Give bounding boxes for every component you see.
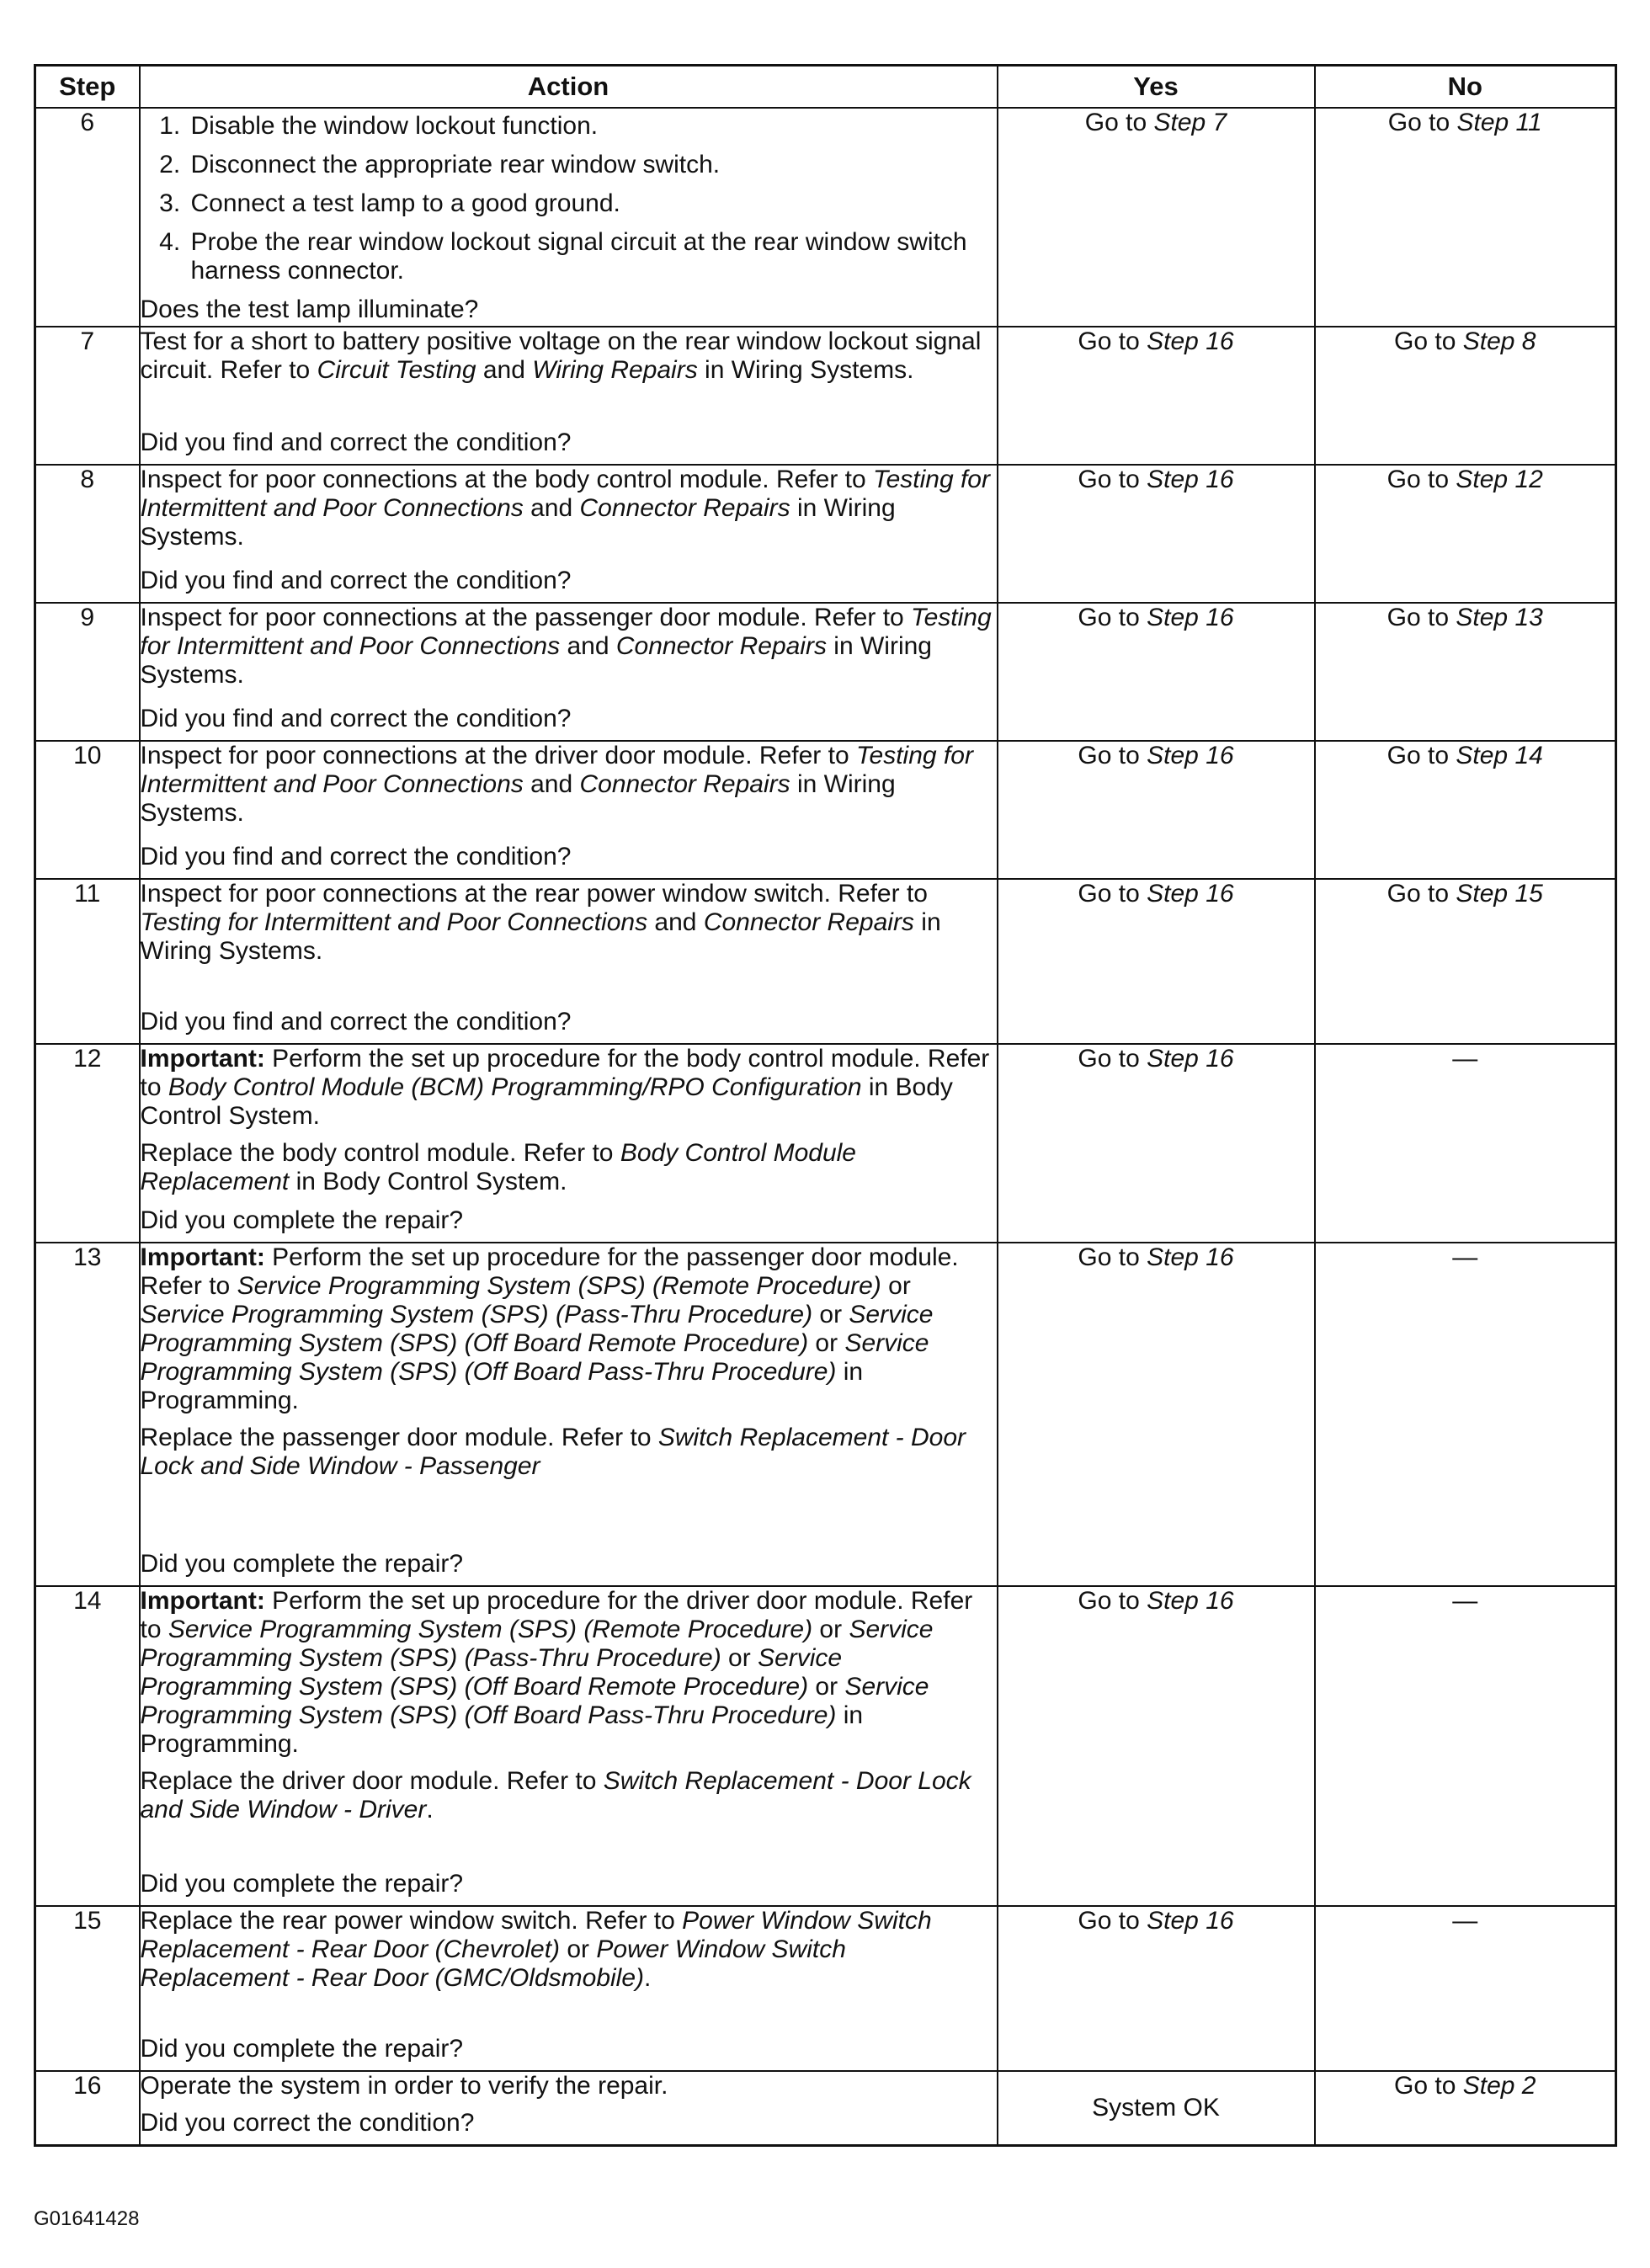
action-question: Did you complete the repair? <box>140 2035 464 2063</box>
no-cell <box>1315 1906 1616 2071</box>
action-text: and <box>476 356 533 384</box>
goto-prefix: Go to <box>1078 742 1140 769</box>
action-text: or <box>560 1935 597 1963</box>
action-paragraph <box>141 1907 997 1993</box>
step-number: 8 <box>35 465 140 603</box>
table-row <box>35 2071 1616 2145</box>
action-paragraph <box>141 1424 997 1481</box>
no-cell <box>1315 108 1616 327</box>
yes-cell <box>998 327 1315 465</box>
action-text: Perform the set up procedure for the driver door module. Refer to <box>140 1587 973 1643</box>
action-text: and <box>647 908 704 936</box>
reference-link[interactable]: Switch Replacement - Door Lock and Side Window - Passenger <box>140 1424 966 1480</box>
goto-step-link[interactable]: Step 16 <box>1147 742 1234 769</box>
action-paragraph <box>141 1767 997 1824</box>
header-row <box>35 66 1616 109</box>
action-text: in Wiring Systems. <box>140 494 896 551</box>
action-question: Did you find and correct the condition? <box>140 1008 572 1036</box>
action-text: or <box>721 1644 758 1672</box>
goto-prefix: Go to <box>1078 1045 1140 1073</box>
action-text: or <box>812 1301 849 1328</box>
action-text: or <box>808 1329 845 1357</box>
action-text: or <box>808 1673 845 1701</box>
action-text: and <box>523 494 580 522</box>
header-action: Action <box>140 66 998 109</box>
goto-step-link[interactable]: Step 16 <box>1147 466 1234 493</box>
yes-cell <box>998 465 1315 603</box>
action-question: Did you complete the repair? <box>140 1870 464 1898</box>
goto-prefix: Go to <box>1387 466 1450 493</box>
table-row <box>35 1243 1616 1586</box>
action-question: Did you correct the condition? <box>140 2109 475 2137</box>
step-number: 6 <box>35 108 140 327</box>
reference-link[interactable]: Body Control Module Replacement <box>140 1139 856 1195</box>
action-cell <box>140 603 998 741</box>
reference-link[interactable]: Service Programming System (SPS) (Off Board Pass-Thru Procedure) <box>140 1673 929 1729</box>
no-cell <box>1315 1243 1616 1586</box>
action-text: Operate the system in order to verify the repair. <box>140 2072 668 2100</box>
action-question: Did you find and correct the condition? <box>140 429 572 456</box>
yes-cell <box>998 741 1315 879</box>
reference-link[interactable]: Connector Repairs <box>703 908 914 936</box>
goto-step-link[interactable]: Step 11 <box>1456 109 1542 136</box>
action-text: Perform the set up procedure for the passenger door module. Refer to <box>140 1243 959 1300</box>
action-paragraph <box>141 1045 997 1131</box>
action-question: Does the test lamp illuminate? <box>140 295 479 323</box>
yes-cell <box>998 1243 1315 1586</box>
goto-step-link[interactable]: Step 16 <box>1147 1045 1234 1073</box>
action-cell <box>140 1243 998 1586</box>
action-paragraph <box>141 1243 997 1415</box>
step-number: 12 <box>35 1044 140 1243</box>
diagnostic-table <box>34 64 1617 2147</box>
reference-link[interactable]: Connector Repairs <box>579 494 790 522</box>
goto-step-link[interactable]: Step 16 <box>1147 880 1234 908</box>
action-paragraph <box>141 604 997 689</box>
reference-link[interactable]: Testing for Intermittent and Poor Connections <box>140 742 973 798</box>
table-row <box>35 1586 1616 1906</box>
no-cell <box>1315 465 1616 603</box>
action-cell <box>140 741 998 879</box>
action-text: in Wiring Systems. <box>140 770 896 827</box>
action-question: Did you find and correct the condition? <box>140 705 572 732</box>
no-cell <box>1315 879 1616 1044</box>
action-text: in Wiring Systems. <box>140 908 941 965</box>
action-text: Inspect for poor connections at the passenger door module. Refer to <box>140 604 912 631</box>
no-cell <box>1315 603 1616 741</box>
table-row <box>35 1906 1616 2071</box>
reference-link[interactable]: Testing for Intermittent and Poor Connections <box>140 908 648 936</box>
step-number: 15 <box>35 1906 140 2071</box>
action-paragraph <box>141 1139 997 1196</box>
step-number: 14 <box>35 1586 140 1906</box>
goto-prefix: Go to <box>1387 109 1450 136</box>
table-row <box>35 465 1616 603</box>
goto-prefix: Go to <box>1078 466 1140 493</box>
action-text: Inspect for poor connections at the driver door module. Refer to <box>140 742 856 769</box>
goto-step-link[interactable]: Step 7 <box>1153 109 1227 136</box>
figure-code: G01641428 <box>34 2207 140 2230</box>
action-text: in Wiring Systems. <box>140 632 932 689</box>
action-cell <box>140 1906 998 2071</box>
goto-prefix: Go to <box>1078 1587 1140 1615</box>
reference-link[interactable]: Service Programming System (SPS) (Pass-Thru Procedure) <box>140 1616 934 1672</box>
reference-link[interactable]: Service Programming System (SPS) (Remote Procedure) <box>168 1616 813 1643</box>
reference-link[interactable]: Service Programming System (SPS) (Off Board Pass-Thru Procedure) <box>140 1329 929 1386</box>
goto-prefix: Go to <box>1078 327 1140 355</box>
yes-cell <box>998 108 1315 327</box>
procedure-list-item: 1. Disable the window lockout function. <box>188 112 997 141</box>
step-number: 13 <box>35 1243 140 1586</box>
result-text: System OK <box>1092 2093 1220 2122</box>
step-number: 10 <box>35 741 140 879</box>
reference-link[interactable]: Wiring Repairs <box>532 356 698 384</box>
goto-step-link[interactable]: Step 15 <box>1456 880 1543 908</box>
action-text: Replace the rear power window switch. Refer to <box>140 1907 683 1935</box>
goto-step-link[interactable]: Step 16 <box>1147 1907 1234 1935</box>
reference-link[interactable]: Connector Repairs <box>615 632 827 660</box>
goto-prefix: Go to <box>1387 880 1450 908</box>
action-text: Replace the body control module. Refer to <box>140 1139 620 1167</box>
action-cell <box>140 465 998 603</box>
step-number: 16 <box>35 2071 140 2145</box>
procedure-list-item: 2. Disconnect the appropriate rear window switch. <box>188 151 997 179</box>
goto-prefix: Go to <box>1387 604 1450 631</box>
goto-step-link[interactable]: Step 16 <box>1147 1243 1234 1271</box>
goto-step-link[interactable]: Step 8 <box>1462 327 1536 355</box>
action-cell <box>140 1586 998 1906</box>
reference-link[interactable]: Service Programming System (SPS) (Off Board Remote Procedure) <box>140 1644 843 1701</box>
action-text: . <box>644 1964 652 1992</box>
goto-step-link[interactable]: Step 12 <box>1456 466 1543 493</box>
action-paragraph <box>141 466 997 551</box>
action-question: Did you complete the repair? <box>140 1550 464 1578</box>
no-cell <box>1315 327 1616 465</box>
table-row <box>35 603 1616 741</box>
action-text: Inspect for poor connections at the rear power window switch. Refer to <box>140 880 928 908</box>
yes-cell <box>998 879 1315 1044</box>
action-text: . <box>426 1796 434 1823</box>
header-step: Step <box>35 66 140 109</box>
procedure-list-item: 3. Connect a test lamp to a good ground. <box>188 189 997 218</box>
yes-cell <box>998 1044 1315 1243</box>
goto-prefix: Go to <box>1078 880 1140 908</box>
goto-prefix: Go to <box>1078 1907 1140 1935</box>
table-row <box>35 327 1616 465</box>
header-no: No <box>1315 66 1616 109</box>
goto-step-link[interactable]: Step 16 <box>1147 327 1234 355</box>
not-applicable-dash: — <box>1452 1907 1478 1935</box>
step-number: 7 <box>35 327 140 465</box>
table-row <box>35 741 1616 879</box>
action-text: Replace the driver door module. Refer to <box>140 1767 604 1795</box>
goto-prefix: Go to <box>1394 327 1456 355</box>
no-cell <box>1315 1586 1616 1906</box>
yes-cell <box>998 1906 1315 2071</box>
action-paragraph <box>141 880 997 966</box>
action-paragraph <box>141 742 997 828</box>
action-paragraph <box>141 327 997 385</box>
reference-link[interactable]: Service Programming System (SPS) (Pass-Thru Procedure) <box>140 1301 813 1328</box>
goto-step-link[interactable]: Step 14 <box>1456 742 1543 769</box>
goto-prefix: Go to <box>1394 2072 1456 2100</box>
not-applicable-dash: — <box>1452 1587 1478 1615</box>
action-question: Did you find and correct the condition? <box>140 843 572 870</box>
important-label: Important: <box>140 1243 265 1271</box>
goto-prefix: Go to <box>1084 109 1147 136</box>
action-paragraph <box>141 1587 997 1759</box>
reference-link[interactable]: Power Window Switch Replacement - Rear Door (Chevrolet) <box>140 1907 932 1963</box>
action-text: in Programming. <box>140 1701 864 1758</box>
action-paragraph <box>141 2072 997 2100</box>
action-text: Inspect for poor connections at the body control module. Refer to <box>140 466 873 493</box>
reference-link[interactable]: Switch Replacement - Door Lock and Side Window - Driver <box>140 1767 971 1823</box>
action-question: Did you find and correct the condition? <box>140 567 572 594</box>
action-text: and <box>523 770 580 798</box>
action-text: in Wiring Systems. <box>697 356 914 384</box>
goto-step-link[interactable]: Step 16 <box>1147 604 1234 631</box>
yes-cell <box>998 603 1315 741</box>
action-cell <box>140 879 998 1044</box>
important-label: Important: <box>140 1587 265 1615</box>
step-number: 9 <box>35 603 140 741</box>
no-cell <box>1315 1044 1616 1243</box>
yes-cell <box>998 1586 1315 1906</box>
action-question: Did you complete the repair? <box>140 1206 464 1234</box>
goto-step-link[interactable]: Step 2 <box>1462 2072 1536 2100</box>
table-row <box>35 879 1616 1044</box>
action-cell <box>140 108 998 327</box>
action-cell <box>140 2071 998 2145</box>
header-yes: Yes <box>998 66 1315 109</box>
reference-link[interactable]: Power Window Switch Replacement - Rear Door (GMC/Oldsmobile) <box>140 1935 846 1992</box>
yes-cell <box>998 2071 1315 2145</box>
important-label: Important: <box>140 1045 265 1073</box>
action-text: or <box>812 1616 849 1643</box>
action-text: Test for a short to battery positive voltage on the rear window lockout signal circuit. Refer to <box>140 327 982 384</box>
reference-link[interactable]: Service Programming System (SPS) (Remote Procedure) <box>237 1272 881 1300</box>
action-text: in Body Control System. <box>289 1168 567 1195</box>
action-text: in Programming. <box>140 1358 864 1414</box>
action-text: in Body Control System. <box>140 1073 953 1130</box>
goto-prefix: Go to <box>1387 742 1450 769</box>
reference-link[interactable]: Service Programming System (SPS) (Off Board Remote Procedure) <box>140 1301 934 1357</box>
reference-link[interactable]: Circuit Testing <box>317 356 476 384</box>
no-cell <box>1315 2071 1616 2145</box>
reference-link[interactable]: Connector Repairs <box>579 770 790 798</box>
action-text: Perform the set up procedure for the body control module. Refer to <box>140 1045 990 1101</box>
goto-step-link[interactable]: Step 13 <box>1456 604 1543 631</box>
not-applicable-dash: — <box>1452 1243 1478 1271</box>
not-applicable-dash: — <box>1452 1045 1478 1073</box>
goto-prefix: Go to <box>1078 1243 1140 1271</box>
action-text: and <box>560 632 616 660</box>
step-number: 11 <box>35 879 140 1044</box>
table-row <box>35 1044 1616 1243</box>
procedure-list <box>141 112 997 285</box>
action-cell <box>140 327 998 465</box>
table-row <box>35 108 1616 327</box>
action-text: or <box>881 1272 911 1300</box>
reference-link[interactable]: Testing for Intermittent and Poor Connections <box>140 604 992 660</box>
goto-step-link[interactable]: Step 16 <box>1147 1587 1234 1615</box>
goto-prefix: Go to <box>1078 604 1140 631</box>
action-text: Replace the passenger door module. Refer to <box>140 1424 658 1451</box>
reference-link[interactable]: Testing for Intermittent and Poor Connections <box>140 466 990 522</box>
action-cell <box>140 1044 998 1243</box>
no-cell <box>1315 741 1616 879</box>
procedure-list-item: 4. Probe the rear window lockout signal circuit at the rear window switch harness connector. <box>188 228 997 285</box>
reference-link[interactable]: Body Control Module (BCM) Programming/RPO Configuration <box>168 1073 862 1101</box>
